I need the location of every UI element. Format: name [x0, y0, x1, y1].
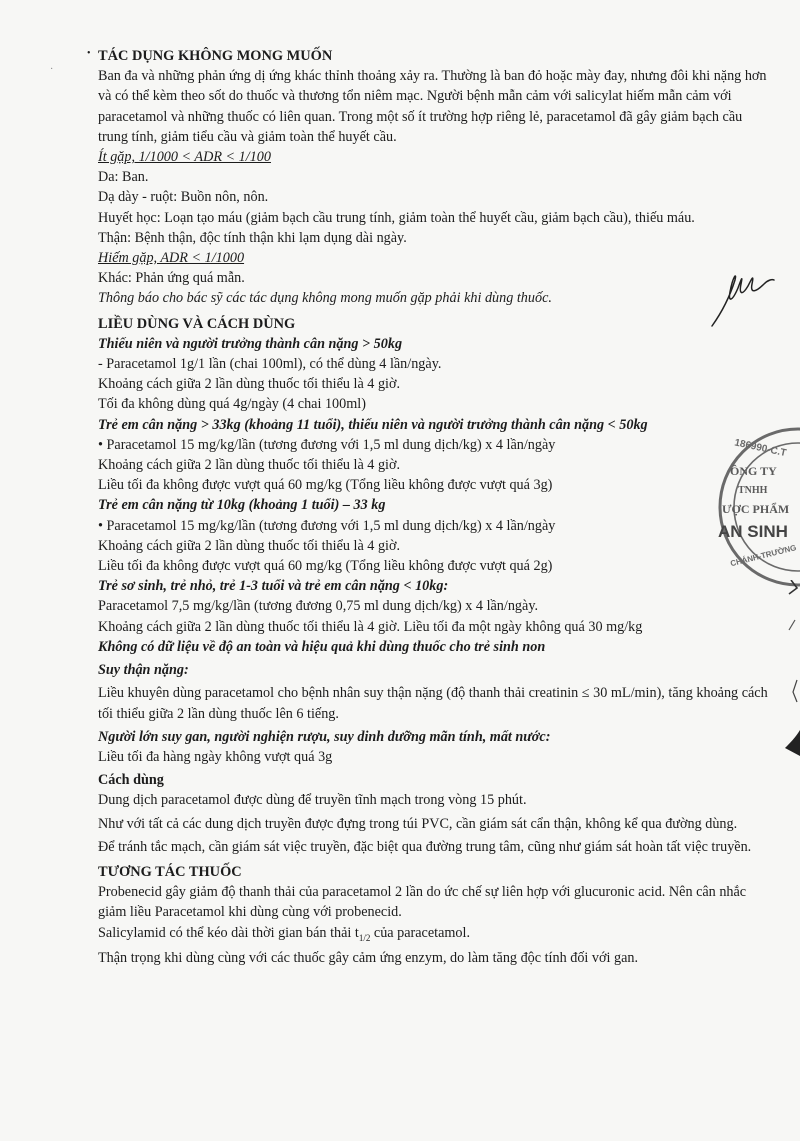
section-title-side-effects: TÁC DỤNG KHÔNG MONG MUỐN — [98, 48, 333, 64]
interaction-probenecid: Probenecid gây giảm độ thanh thải của paracetamol 2 lần do ức chế sự liên hợp với glucuronic acid. Nên cân nhắc giảm liều Paracetamol khi dùng cùng với probenecid. — [98, 884, 747, 921]
administration-line: Như với tất cả các dung dịch truyền được đựng trong túi PVC, cần giám sát cẩn thận, không kể qua đường dùng. — [98, 815, 738, 832]
document-content — [98, 46, 768, 968]
scan-speck: · — [50, 64, 54, 75]
administration-line: Dung dịch paracetamol được dùng để truyền tĩnh mạch trong vòng 15 phút. — [98, 792, 527, 809]
uncommon-label: Ít gặp, 1/1000 < ADR < 1/100 — [98, 149, 271, 166]
hepatic-title: Người lớn suy gan, người nghiện rượu, suy dinh dưỡng mãn tính, mất nước: — [98, 728, 551, 745]
dosage-line: Khoảng cách giữa 2 lần dùng thuốc tối thiểu là 4 giờ. — [98, 376, 401, 393]
side-effect-kidney: Thận: Bệnh thận, độc tính thận khi lạm dụng dài ngày. — [98, 229, 407, 246]
renal-failure-text: Liều khuyên dùng paracetamol cho bệnh nhân suy thận nặng (độ thanh thải creatinin ≤ 30 mL/min), tăng khoảng cách tối thiểu giữa 2 lần dùng thuốc lên 6 tiếng. — [98, 685, 768, 722]
dosage-group-33kg-title: Trẻ em cân nặng > 33kg (khoảng 11 tuổi), thiếu niên và người trưởng thành cân nặng < 50kg — [98, 416, 648, 433]
stamp-text: 186990-C.T — [733, 437, 788, 460]
dosage-line: Liều tối đa không được vượt quá 60 mg/kg (Tổng liều không được vượt quá 2g) — [98, 558, 553, 575]
dosage-group-adult-title: Thiếu niên và người trưởng thành cân nặng > 50kg — [98, 335, 403, 352]
dosage-line: Khoảng cách giữa 2 lần dùng thuốc tối thiểu là 4 giờ. Liều tối đa một ngày không quá 30 mg/kg — [98, 618, 643, 635]
side-effect-gi: Dạ dày - ruột: Buồn nôn, nôn. — [98, 189, 269, 206]
section-title-dosage: LIỀU DÙNG VÀ CÁCH DÙNG — [98, 315, 296, 332]
hepatic-text: Liều tối đa hàng ngày không vượt quá 3g — [98, 748, 333, 765]
renal-failure-title: Suy thận nặng: — [98, 662, 189, 679]
stamp-text: CHÁNH-TRƯỜNG — [729, 543, 798, 569]
dosage-line: Khoảng cách giữa 2 lần dùng thuốc tối thiểu là 4 giờ. — [98, 537, 401, 554]
side-effect-skin: Da: Ban. — [98, 169, 149, 186]
administration-title: Cách dùng — [98, 772, 164, 789]
dosage-line: Tối đa không dùng quá 4g/ngày (4 chai 100ml) — [98, 396, 366, 413]
dosage-line: Paracetamol 7,5 mg/kg/lần (tương đương 0,75 ml dung dịch/kg) x 4 lần/ngày. — [98, 598, 539, 615]
signature — [708, 262, 778, 330]
bullet-mark: • — [87, 48, 91, 59]
stamp-text: AN SINH — [718, 522, 788, 541]
dosage-line: • Paracetamol 15 mg/kg/lần (tương đương với 1,5 ml dung dịch/kg) x 4 lần/ngày — [98, 517, 556, 534]
side-effects-paragraph: Ban đa và những phản ứng dị ứng khác thỉnh thoảng xảy ra. Thường là ban đỏ hoặc mày đay, nhưng đôi khi nặng hơn và có thể kèm theo sốt do thuốc và thương tổn niêm mạc. Người bệnh mẫn cảm với salicylat hiếm mẫn cảm với paracetamol và những thuốc có liên quan. Trong một số ít trường hợp riêng lẻ, paracetamol đã gây giảm bạch cầu trung tính, giảm tiểu cầu và giảm toàn thể huyết cầu. — [98, 68, 767, 145]
section-title-interactions: TƯƠNG TÁC THUỐC — [98, 863, 242, 880]
report-note: Thông báo cho bác sỹ các tác dụng không mong muốn gặp phải khi dùng thuốc. — [98, 290, 552, 307]
stamp-seal — [712, 425, 800, 590]
preterm-note: Không có dữ liệu về độ an toàn và hiệu quả khi dùng thuốc cho trẻ sinh non — [98, 638, 546, 655]
stamp-text: ÔNG TY — [730, 464, 777, 478]
side-effect-hematology: Huyết học: Loạn tạo máu (giảm bạch cầu trung tính, giảm toàn thể huyết cầu, giảm bạch cầu), thiếu máu. — [98, 209, 695, 226]
stamp-text: ƯỢC PHẨM — [722, 502, 790, 516]
dosage-line: • Paracetamol 15 mg/kg/lần (tương đương với 1,5 ml dung dịch/kg) x 4 lần/ngày — [98, 436, 556, 453]
rare-label: Hiếm gặp, ADR < 1/1000 — [98, 250, 245, 267]
dosage-group-10kg-title: Trẻ em cân nặng từ 10kg (khoảng 1 tuổi) – 33 kg — [98, 497, 386, 514]
stamp-text: TNHH — [738, 485, 768, 496]
dosage-line: - Paracetamol 1g/1 lần (chai 100ml), có thể dùng 4 lần/ngày. — [98, 356, 442, 373]
dosage-line: Liều tối đa không được vượt quá 60 mg/kg (Tổng liều không được vượt quá 3g) — [98, 477, 553, 494]
interaction-enzyme-inducers: Thận trọng khi dùng cùng với các thuốc gây cảm ứng enzym, do làm tăng độc tính đối với gan. — [98, 949, 639, 966]
interaction-salicylamid: Salicylamid có thể kéo dài thời gian bán thải $t_{1/2}$ của paracetamol. — [98, 924, 471, 943]
scan-edge-marks — [783, 580, 800, 760]
dosage-line: Khoảng cách giữa 2 lần dùng thuốc tối thiểu là 4 giờ. — [98, 457, 401, 474]
side-effect-other: Khác: Phản ứng quá mẫn. — [98, 270, 245, 287]
administration-line: Để tránh tắc mạch, cần giám sát việc truyền, đặc biệt qua đường trung tâm, cũng như giám sát hoàn tất việc truyền. — [98, 838, 752, 855]
company-stamp — [712, 425, 800, 590]
dosage-group-infant-title: Trẻ sơ sinh, trẻ nhỏ, trẻ 1-3 tuổi và trẻ em cân nặng < 10kg: — [98, 578, 449, 595]
